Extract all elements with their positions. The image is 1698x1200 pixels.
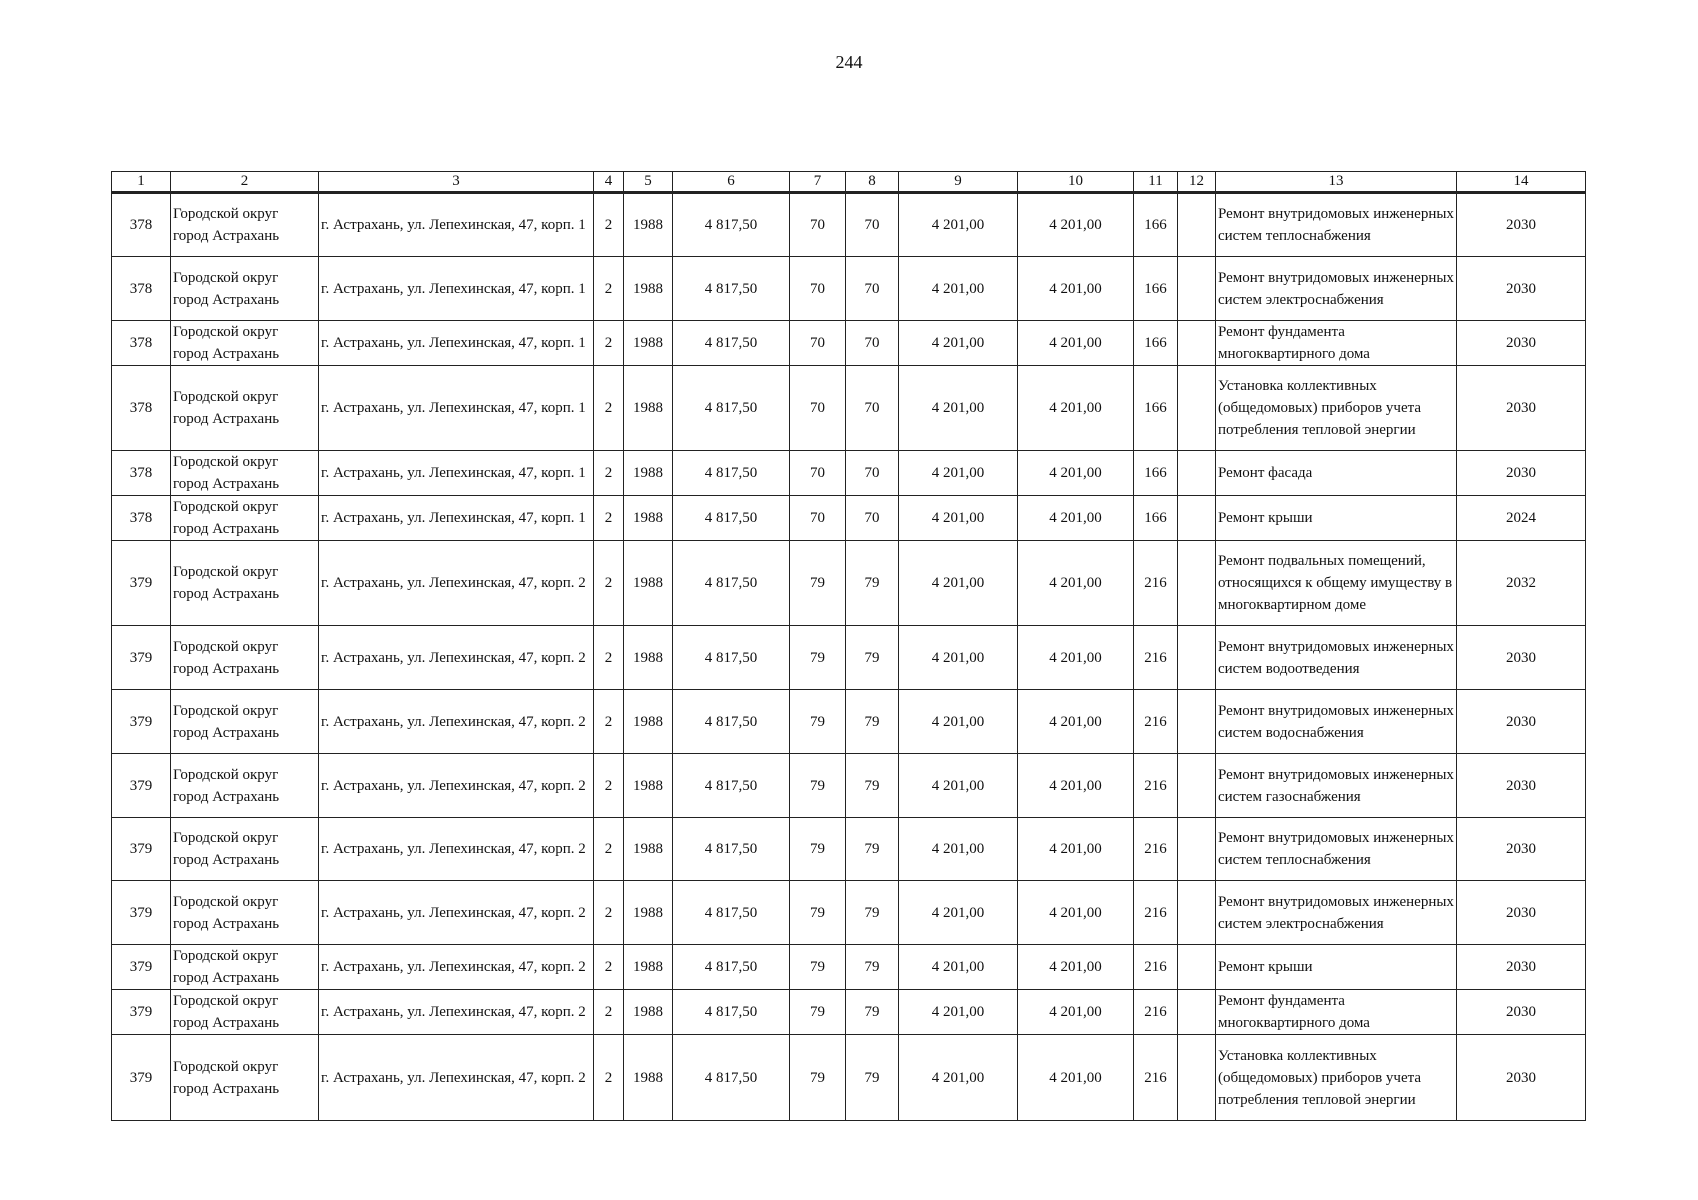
cell-address: г. Астрахань, ул. Лепехинская, 47, корп. 1 <box>319 321 594 366</box>
cell-area-total: 4 817,50 <box>673 626 790 690</box>
table-row <box>112 818 1586 881</box>
cell-year: 1988 <box>624 193 673 257</box>
cell-floors: 2 <box>594 626 624 690</box>
cell-col8: 70 <box>846 496 899 541</box>
cell-address: г. Астрахань, ул. Лепехинская, 47, корп. 2 <box>319 881 594 945</box>
cell-num: 378 <box>112 496 171 541</box>
cell-area-total: 4 817,50 <box>673 541 790 626</box>
cell-address: г. Астрахань, ул. Лепехинская, 47, корп. 2 <box>319 945 594 990</box>
cell-col7: 79 <box>790 626 846 690</box>
cell-plan-year: 2030 <box>1457 881 1586 945</box>
cell-col10: 4 201,00 <box>1018 193 1134 257</box>
table-row <box>112 1035 1586 1121</box>
cell-year: 1988 <box>624 257 673 321</box>
cell-work-type: Установка коллективных (общедомовых) приборов учета потребления тепловой энергии <box>1216 1035 1457 1121</box>
cell-year: 1988 <box>624 496 673 541</box>
cell-floors: 2 <box>594 366 624 451</box>
table-row <box>112 990 1586 1035</box>
cell-work-type: Ремонт внутридомовых инженерных систем водоснабжения <box>1216 690 1457 754</box>
cell-col12 <box>1178 451 1216 496</box>
cell-col8: 70 <box>846 366 899 451</box>
cell-col10: 4 201,00 <box>1018 990 1134 1035</box>
cell-col9: 4 201,00 <box>899 990 1018 1035</box>
cell-work-type: Ремонт крыши <box>1216 496 1457 541</box>
table-row <box>112 496 1586 541</box>
cell-col11: 216 <box>1134 881 1178 945</box>
cell-plan-year: 2030 <box>1457 321 1586 366</box>
cell-floors: 2 <box>594 541 624 626</box>
cell-col8: 79 <box>846 945 899 990</box>
cell-year: 1988 <box>624 321 673 366</box>
cell-municipality: Городской округ город Астрахань <box>171 366 319 451</box>
cell-col12 <box>1178 990 1216 1035</box>
table-row <box>112 257 1586 321</box>
cell-num: 379 <box>112 945 171 990</box>
cell-area-total: 4 817,50 <box>673 451 790 496</box>
cell-col10: 4 201,00 <box>1018 818 1134 881</box>
cell-col11: 216 <box>1134 690 1178 754</box>
cell-col8: 79 <box>846 754 899 818</box>
cell-col8: 79 <box>846 881 899 945</box>
cell-plan-year: 2030 <box>1457 451 1586 496</box>
cell-col7: 79 <box>790 754 846 818</box>
cell-col7: 79 <box>790 881 846 945</box>
cell-work-type: Ремонт фундамента многоквартирного дома <box>1216 990 1457 1035</box>
cell-municipality: Городской округ город Астрахань <box>171 496 319 541</box>
cell-area-total: 4 817,50 <box>673 881 790 945</box>
cell-col11: 216 <box>1134 626 1178 690</box>
cell-col9: 4 201,00 <box>899 754 1018 818</box>
cell-col9: 4 201,00 <box>899 1035 1018 1121</box>
cell-year: 1988 <box>624 451 673 496</box>
table-row <box>112 881 1586 945</box>
cell-plan-year: 2030 <box>1457 818 1586 881</box>
cell-col8: 70 <box>846 321 899 366</box>
cell-plan-year: 2032 <box>1457 541 1586 626</box>
cell-col12 <box>1178 257 1216 321</box>
table-row <box>112 451 1586 496</box>
cell-floors: 2 <box>594 193 624 257</box>
cell-work-type: Ремонт фундамента многоквартирного дома <box>1216 321 1457 366</box>
cell-col8: 70 <box>846 193 899 257</box>
cell-num: 379 <box>112 690 171 754</box>
cell-address: г. Астрахань, ул. Лепехинская, 47, корп. 2 <box>319 990 594 1035</box>
table-row <box>112 321 1586 366</box>
cell-col10: 4 201,00 <box>1018 496 1134 541</box>
cell-plan-year: 2030 <box>1457 257 1586 321</box>
cell-col7: 70 <box>790 496 846 541</box>
cell-floors: 2 <box>594 945 624 990</box>
cell-col12 <box>1178 1035 1216 1121</box>
cell-year: 1988 <box>624 881 673 945</box>
cell-col7: 70 <box>790 366 846 451</box>
cell-col10: 4 201,00 <box>1018 626 1134 690</box>
cell-num: 378 <box>112 321 171 366</box>
cell-plan-year: 2030 <box>1457 754 1586 818</box>
cell-col10: 4 201,00 <box>1018 451 1134 496</box>
cell-area-total: 4 817,50 <box>673 945 790 990</box>
cell-col7: 70 <box>790 321 846 366</box>
cell-col11: 216 <box>1134 818 1178 881</box>
cell-work-type: Ремонт внутридомовых инженерных систем электроснабжения <box>1216 881 1457 945</box>
cell-num: 379 <box>112 818 171 881</box>
cell-area-total: 4 817,50 <box>673 496 790 541</box>
cell-work-type: Ремонт внутридомовых инженерных систем электроснабжения <box>1216 257 1457 321</box>
cell-work-type: Ремонт подвальных помещений, относящихся к общему имуществу в многоквартирном доме <box>1216 541 1457 626</box>
table-row <box>112 541 1586 626</box>
cell-col8: 79 <box>846 626 899 690</box>
cell-col11: 166 <box>1134 366 1178 451</box>
cell-plan-year: 2030 <box>1457 990 1586 1035</box>
cell-plan-year: 2030 <box>1457 1035 1586 1121</box>
table-row <box>112 626 1586 690</box>
column-header-12: 12 <box>1178 172 1216 193</box>
cell-col9: 4 201,00 <box>899 626 1018 690</box>
page-number: 244 <box>835 52 863 72</box>
cell-col11: 166 <box>1134 193 1178 257</box>
cell-col10: 4 201,00 <box>1018 690 1134 754</box>
cell-address: г. Астрахань, ул. Лепехинская, 47, корп. 1 <box>319 451 594 496</box>
cell-area-total: 4 817,50 <box>673 818 790 881</box>
cell-num: 379 <box>112 754 171 818</box>
cell-num: 378 <box>112 193 171 257</box>
cell-col9: 4 201,00 <box>899 321 1018 366</box>
column-header-3: 3 <box>319 172 594 193</box>
cell-floors: 2 <box>594 754 624 818</box>
cell-year: 1988 <box>624 541 673 626</box>
cell-work-type: Установка коллективных (общедомовых) приборов учета потребления тепловой энергии <box>1216 366 1457 451</box>
cell-col7: 70 <box>790 193 846 257</box>
cell-col12 <box>1178 541 1216 626</box>
cell-col10: 4 201,00 <box>1018 881 1134 945</box>
column-header-11: 11 <box>1134 172 1178 193</box>
cell-municipality: Городской округ город Астрахань <box>171 945 319 990</box>
cell-municipality: Городской округ город Астрахань <box>171 193 319 257</box>
cell-col10: 4 201,00 <box>1018 945 1134 990</box>
table-row <box>112 193 1586 257</box>
column-header-13: 13 <box>1216 172 1457 193</box>
cell-num: 379 <box>112 541 171 626</box>
cell-col7: 79 <box>790 818 846 881</box>
cell-address: г. Астрахань, ул. Лепехинская, 47, корп. 2 <box>319 626 594 690</box>
cell-area-total: 4 817,50 <box>673 690 790 754</box>
cell-address: г. Астрахань, ул. Лепехинская, 47, корп. 1 <box>319 257 594 321</box>
cell-year: 1988 <box>624 818 673 881</box>
cell-col12 <box>1178 754 1216 818</box>
cell-col11: 166 <box>1134 257 1178 321</box>
cell-area-total: 4 817,50 <box>673 321 790 366</box>
cell-col8: 79 <box>846 1035 899 1121</box>
cell-col7: 79 <box>790 541 846 626</box>
cell-floors: 2 <box>594 496 624 541</box>
cell-col11: 216 <box>1134 541 1178 626</box>
cell-year: 1988 <box>624 626 673 690</box>
cell-col8: 70 <box>846 451 899 496</box>
cell-municipality: Городской округ город Астрахань <box>171 257 319 321</box>
cell-col10: 4 201,00 <box>1018 1035 1134 1121</box>
cell-work-type: Ремонт внутридомовых инженерных систем теплоснабжения <box>1216 193 1457 257</box>
cell-col9: 4 201,00 <box>899 451 1018 496</box>
cell-address: г. Астрахань, ул. Лепехинская, 47, корп. 2 <box>319 818 594 881</box>
cell-floors: 2 <box>594 818 624 881</box>
cell-col11: 216 <box>1134 1035 1178 1121</box>
cell-year: 1988 <box>624 366 673 451</box>
cell-floors: 2 <box>594 257 624 321</box>
cell-col9: 4 201,00 <box>899 818 1018 881</box>
cell-floors: 2 <box>594 990 624 1035</box>
cell-municipality: Городской округ город Астрахань <box>171 321 319 366</box>
cell-plan-year: 2030 <box>1457 690 1586 754</box>
cell-municipality: Городской округ город Астрахань <box>171 754 319 818</box>
cell-col12 <box>1178 690 1216 754</box>
cell-col8: 79 <box>846 990 899 1035</box>
cell-municipality: Городской округ город Астрахань <box>171 990 319 1035</box>
cell-floors: 2 <box>594 1035 624 1121</box>
cell-col7: 79 <box>790 990 846 1035</box>
cell-year: 1988 <box>624 690 673 754</box>
cell-col8: 79 <box>846 690 899 754</box>
cell-address: г. Астрахань, ул. Лепехинская, 47, корп. 1 <box>319 496 594 541</box>
cell-num: 379 <box>112 626 171 690</box>
cell-work-type: Ремонт внутридомовых инженерных систем водоотведения <box>1216 626 1457 690</box>
cell-col10: 4 201,00 <box>1018 321 1134 366</box>
cell-col7: 70 <box>790 257 846 321</box>
cell-municipality: Городской округ город Астрахань <box>171 626 319 690</box>
cell-col7: 70 <box>790 451 846 496</box>
column-header-8: 8 <box>846 172 899 193</box>
cell-col10: 4 201,00 <box>1018 257 1134 321</box>
column-header-14: 14 <box>1457 172 1586 193</box>
cell-col9: 4 201,00 <box>899 690 1018 754</box>
cell-num: 379 <box>112 990 171 1035</box>
table-row <box>112 366 1586 451</box>
cell-work-type: Ремонт фасада <box>1216 451 1457 496</box>
cell-col12 <box>1178 193 1216 257</box>
cell-floors: 2 <box>594 881 624 945</box>
cell-municipality: Городской округ город Астрахань <box>171 451 319 496</box>
cell-area-total: 4 817,50 <box>673 193 790 257</box>
cell-num: 379 <box>112 1035 171 1121</box>
table-row <box>112 754 1586 818</box>
header-row <box>112 172 1586 193</box>
cell-col10: 4 201,00 <box>1018 366 1134 451</box>
registry-table <box>111 171 1586 1121</box>
column-header-2: 2 <box>171 172 319 193</box>
cell-col9: 4 201,00 <box>899 881 1018 945</box>
column-header-1: 1 <box>112 172 171 193</box>
cell-col10: 4 201,00 <box>1018 754 1134 818</box>
cell-area-total: 4 817,50 <box>673 754 790 818</box>
cell-col9: 4 201,00 <box>899 496 1018 541</box>
cell-floors: 2 <box>594 451 624 496</box>
column-header-10: 10 <box>1018 172 1134 193</box>
cell-work-type: Ремонт внутридомовых инженерных систем газоснабжения <box>1216 754 1457 818</box>
cell-col11: 166 <box>1134 321 1178 366</box>
cell-address: г. Астрахань, ул. Лепехинская, 47, корп. 2 <box>319 754 594 818</box>
cell-col7: 79 <box>790 1035 846 1121</box>
cell-year: 1988 <box>624 754 673 818</box>
cell-address: г. Астрахань, ул. Лепехинская, 47, корп. 1 <box>319 193 594 257</box>
cell-municipality: Городской округ город Астрахань <box>171 541 319 626</box>
cell-address: г. Астрахань, ул. Лепехинская, 47, корп. 2 <box>319 690 594 754</box>
cell-col8: 79 <box>846 541 899 626</box>
cell-area-total: 4 817,50 <box>673 1035 790 1121</box>
cell-col7: 79 <box>790 690 846 754</box>
cell-col12 <box>1178 366 1216 451</box>
cell-plan-year: 2030 <box>1457 626 1586 690</box>
cell-area-total: 4 817,50 <box>673 366 790 451</box>
cell-plan-year: 2024 <box>1457 496 1586 541</box>
column-header-4: 4 <box>594 172 624 193</box>
cell-col11: 216 <box>1134 945 1178 990</box>
cell-year: 1988 <box>624 945 673 990</box>
cell-work-type: Ремонт крыши <box>1216 945 1457 990</box>
cell-area-total: 4 817,50 <box>673 257 790 321</box>
cell-plan-year: 2030 <box>1457 366 1586 451</box>
column-header-6: 6 <box>673 172 790 193</box>
cell-year: 1988 <box>624 990 673 1035</box>
cell-col12 <box>1178 496 1216 541</box>
cell-work-type: Ремонт внутридомовых инженерных систем теплоснабжения <box>1216 818 1457 881</box>
cell-col9: 4 201,00 <box>899 193 1018 257</box>
cell-address: г. Астрахань, ул. Лепехинская, 47, корп. 1 <box>319 366 594 451</box>
cell-num: 378 <box>112 257 171 321</box>
cell-municipality: Городской округ город Астрахань <box>171 690 319 754</box>
cell-col11: 216 <box>1134 990 1178 1035</box>
cell-col8: 70 <box>846 257 899 321</box>
cell-col10: 4 201,00 <box>1018 541 1134 626</box>
column-header-9: 9 <box>899 172 1018 193</box>
cell-col12 <box>1178 881 1216 945</box>
cell-municipality: Городской округ город Астрахань <box>171 818 319 881</box>
cell-col12 <box>1178 945 1216 990</box>
cell-col7: 79 <box>790 945 846 990</box>
cell-municipality: Городской округ город Астрахань <box>171 881 319 945</box>
cell-address: г. Астрахань, ул. Лепехинская, 47, корп. 2 <box>319 1035 594 1121</box>
cell-col11: 166 <box>1134 451 1178 496</box>
cell-col8: 79 <box>846 818 899 881</box>
cell-col9: 4 201,00 <box>899 366 1018 451</box>
cell-floors: 2 <box>594 690 624 754</box>
cell-num: 379 <box>112 881 171 945</box>
cell-address: г. Астрахань, ул. Лепехинская, 47, корп. 2 <box>319 541 594 626</box>
cell-year: 1988 <box>624 1035 673 1121</box>
cell-area-total: 4 817,50 <box>673 990 790 1035</box>
table-body <box>112 193 1586 1121</box>
cell-col12 <box>1178 818 1216 881</box>
table-row <box>112 690 1586 754</box>
cell-num: 378 <box>112 451 171 496</box>
cell-plan-year: 2030 <box>1457 945 1586 990</box>
cell-plan-year: 2030 <box>1457 193 1586 257</box>
cell-municipality: Городской округ город Астрахань <box>171 1035 319 1121</box>
cell-col11: 216 <box>1134 754 1178 818</box>
cell-num: 378 <box>112 366 171 451</box>
column-header-5: 5 <box>624 172 673 193</box>
cell-col11: 166 <box>1134 496 1178 541</box>
cell-col12 <box>1178 321 1216 366</box>
cell-col12 <box>1178 626 1216 690</box>
column-header-7: 7 <box>790 172 846 193</box>
table-row <box>112 945 1586 990</box>
cell-col9: 4 201,00 <box>899 257 1018 321</box>
cell-floors: 2 <box>594 321 624 366</box>
cell-col9: 4 201,00 <box>899 541 1018 626</box>
cell-col9: 4 201,00 <box>899 945 1018 990</box>
